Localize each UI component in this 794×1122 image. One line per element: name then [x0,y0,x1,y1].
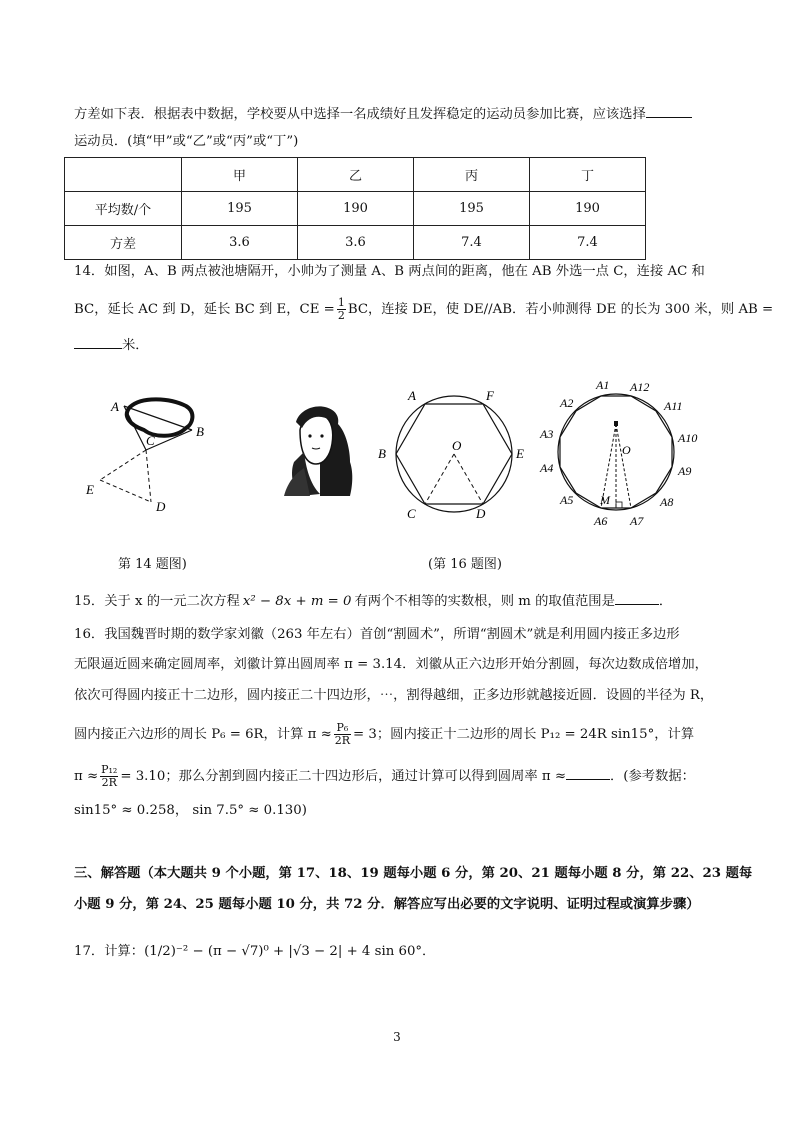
q16-line-6: sin15° ≈ 0.258， sin 7.5° ≈ 0.130) [74,803,307,818]
intro-line-2: 运动员．(填“甲”或“乙”或“丙”或“丁”) [74,134,299,149]
caption-figure-16: (第 16 题图) [428,557,502,572]
answer-blank [646,103,692,118]
q16-line-3: 依次可得圆内接正十二边形，圆内接正二十四边形，⋯，割得越细，正多边形就越接近圆．设圆的半径为 R， [74,688,714,703]
dodec-label-A3: A3 [540,427,554,441]
figure-16-dodecagon-diagram [532,374,704,534]
answer-blank [74,334,122,349]
dodec-label-A12: A12 [630,380,650,394]
table-header-cell: 丙 [414,158,530,192]
figure-16-hexagon-diagram [372,384,524,524]
dodec-label-M: M [600,493,610,507]
dodec-label-A2: A2 [560,396,574,410]
caption-figure-14: 第 14 题图) [118,557,187,572]
q14-line-3: 米． [74,334,149,356]
dodec-label-A10: A10 [678,431,698,445]
table-header-cell [65,158,182,192]
table-header-cell: 甲 [182,158,298,192]
radius-OD [454,454,483,504]
table-cell: 7.4 [530,226,646,260]
table-header-cell: 丁 [530,158,646,192]
table-header-row [65,158,646,192]
portrait-eye [308,434,311,437]
intro-line-1: 方差如下表．根据表中数据，学校要从中选择一名成绩好且发挥稳定的运动员参加比赛，应该选择 [74,103,692,125]
q16-line-1: 16．我国魏晋时期的数学家刘徽（263 年左右）首创“割圆术”，所谓“割圆术”就是利用圆内接正多边形 [74,627,680,642]
q15-equation: x² − 8x + m = 0 [242,594,352,609]
score-table [64,157,646,260]
table-cell: 3.6 [298,226,414,260]
dodec-label-O: O [622,443,631,457]
hex-label-A: A [408,388,416,403]
q16-line-2: 无限逼近圆来确定圆周率，刘徽计算出圆周率 π = 3.14．刘徽从正六边形开始分割圆，每次边数成倍增加， [74,657,708,672]
label-D: D [156,499,166,514]
q14-line-2: BC，延长 AC 到 D，延长 BC 到 E，CE = $\frac{1}{2}$ BC，连接 DE，使 DE//AB．若小帅测得 DE 的长为 300 米，则 AB = [74,296,774,322]
q14-line-1: 14．如图，A、B 两点被池塘隔开，小帅为了测量 A、B 两点间的距离，他在 AB 外选一点 C，连接 AC 和 [74,264,705,279]
segment-CD [146,450,151,502]
table-header-cell: 乙 [298,158,414,192]
liu-hui-portrait [280,402,356,498]
label-B: B [196,424,204,439]
center-point [614,421,618,426]
table-cell: 190 [298,192,414,226]
table-row-label: 平均数/个 [65,192,182,226]
dodec-label-A8: A8 [660,495,674,509]
table-cell: 195 [182,192,298,226]
fraction-one-half: $\frac{1}{2}$ [337,296,345,322]
segment-DE [100,480,151,502]
right-angle-mark [616,502,622,508]
fraction-p6-over-2r: $\frac{\text{P₆}}{2R}$ [334,721,351,747]
hex-label-B: B [378,446,386,461]
table-cell: 195 [414,192,530,226]
hex-label-O: O [452,438,462,453]
dodec-label-A5: A5 [560,493,574,507]
hex-label-E: E [516,446,524,461]
portrait-eye [320,434,323,437]
q17-expression: (1/2)⁻² − (π − √7)⁰ + |√3 − 2| + 4 sin 60°． [144,944,436,959]
q16-line-5: π ≈ $\frac{\text{P₁₂}}{2R}$ = 3.10；那么分割到圆内接正二十四边形后，通过计算可以得到圆周率 π ≈ ．(参考数据： [74,763,695,789]
fraction-p12-over-2r: $\frac{\text{P₁₂}}{2R}$ [101,763,118,789]
answer-blank [566,765,610,780]
dodec-label-A4: A4 [540,461,554,475]
q16-line-4: 圆内接正六边形的周长 P₆ = 6R，计算 π ≈ $\frac{\text{P₆}}{2R}$ = 3；圆内接正十二边形的周长 P₁₂ = 24R sin15°，计算 [74,721,695,747]
hex-label-C: C [407,506,416,521]
dodec-label-A11: A11 [664,399,683,413]
dodec-label-A6: A6 [594,514,608,528]
table-row-label: 方差 [65,226,182,260]
page-number: 3 [393,1030,401,1044]
label-E: E [86,482,94,497]
section-3-line-2: 小题 9 分，第 24、25 题每小题 10 分，共 72 分．解答应写出必要的文字说明、证明过程或演算步骤） [74,897,700,912]
radius-OA7 [616,424,631,508]
label-C: C [146,433,155,448]
label-A: A [111,399,119,414]
answer-blank [615,590,659,605]
dodec-label-A7: A7 [630,514,644,528]
figure-14-pond-diagram [80,390,220,520]
radius-OC [425,454,454,504]
table-row [65,192,646,226]
q15-line: 15．关于 x 的一元二次方程 x² − 8x + m = 0 有两个不相等的实数根，则 m 的取值范围是 ． [74,590,672,612]
dodec-label-A1: A1 [596,378,610,392]
section-3-line-1: 三、解答题（本大题共 9 个小题，第 17、18、19 题每小题 6 分，第 20、21 题每小题 8 分，第 22、23 题每 [74,866,753,881]
table-cell: 190 [530,192,646,226]
segment-CE [100,450,146,480]
q17-line: 17．计算：(1/2)⁻² − (π − √7)⁰ + |√3 − 2| + 4 sin 60°． [74,944,436,959]
table-cell: 7.4 [414,226,530,260]
hex-label-F: F [486,388,494,403]
hex-label-D: D [476,506,486,521]
dodec-label-A9: A9 [678,464,692,478]
table-cell: 3.6 [182,226,298,260]
table-row [65,226,646,260]
